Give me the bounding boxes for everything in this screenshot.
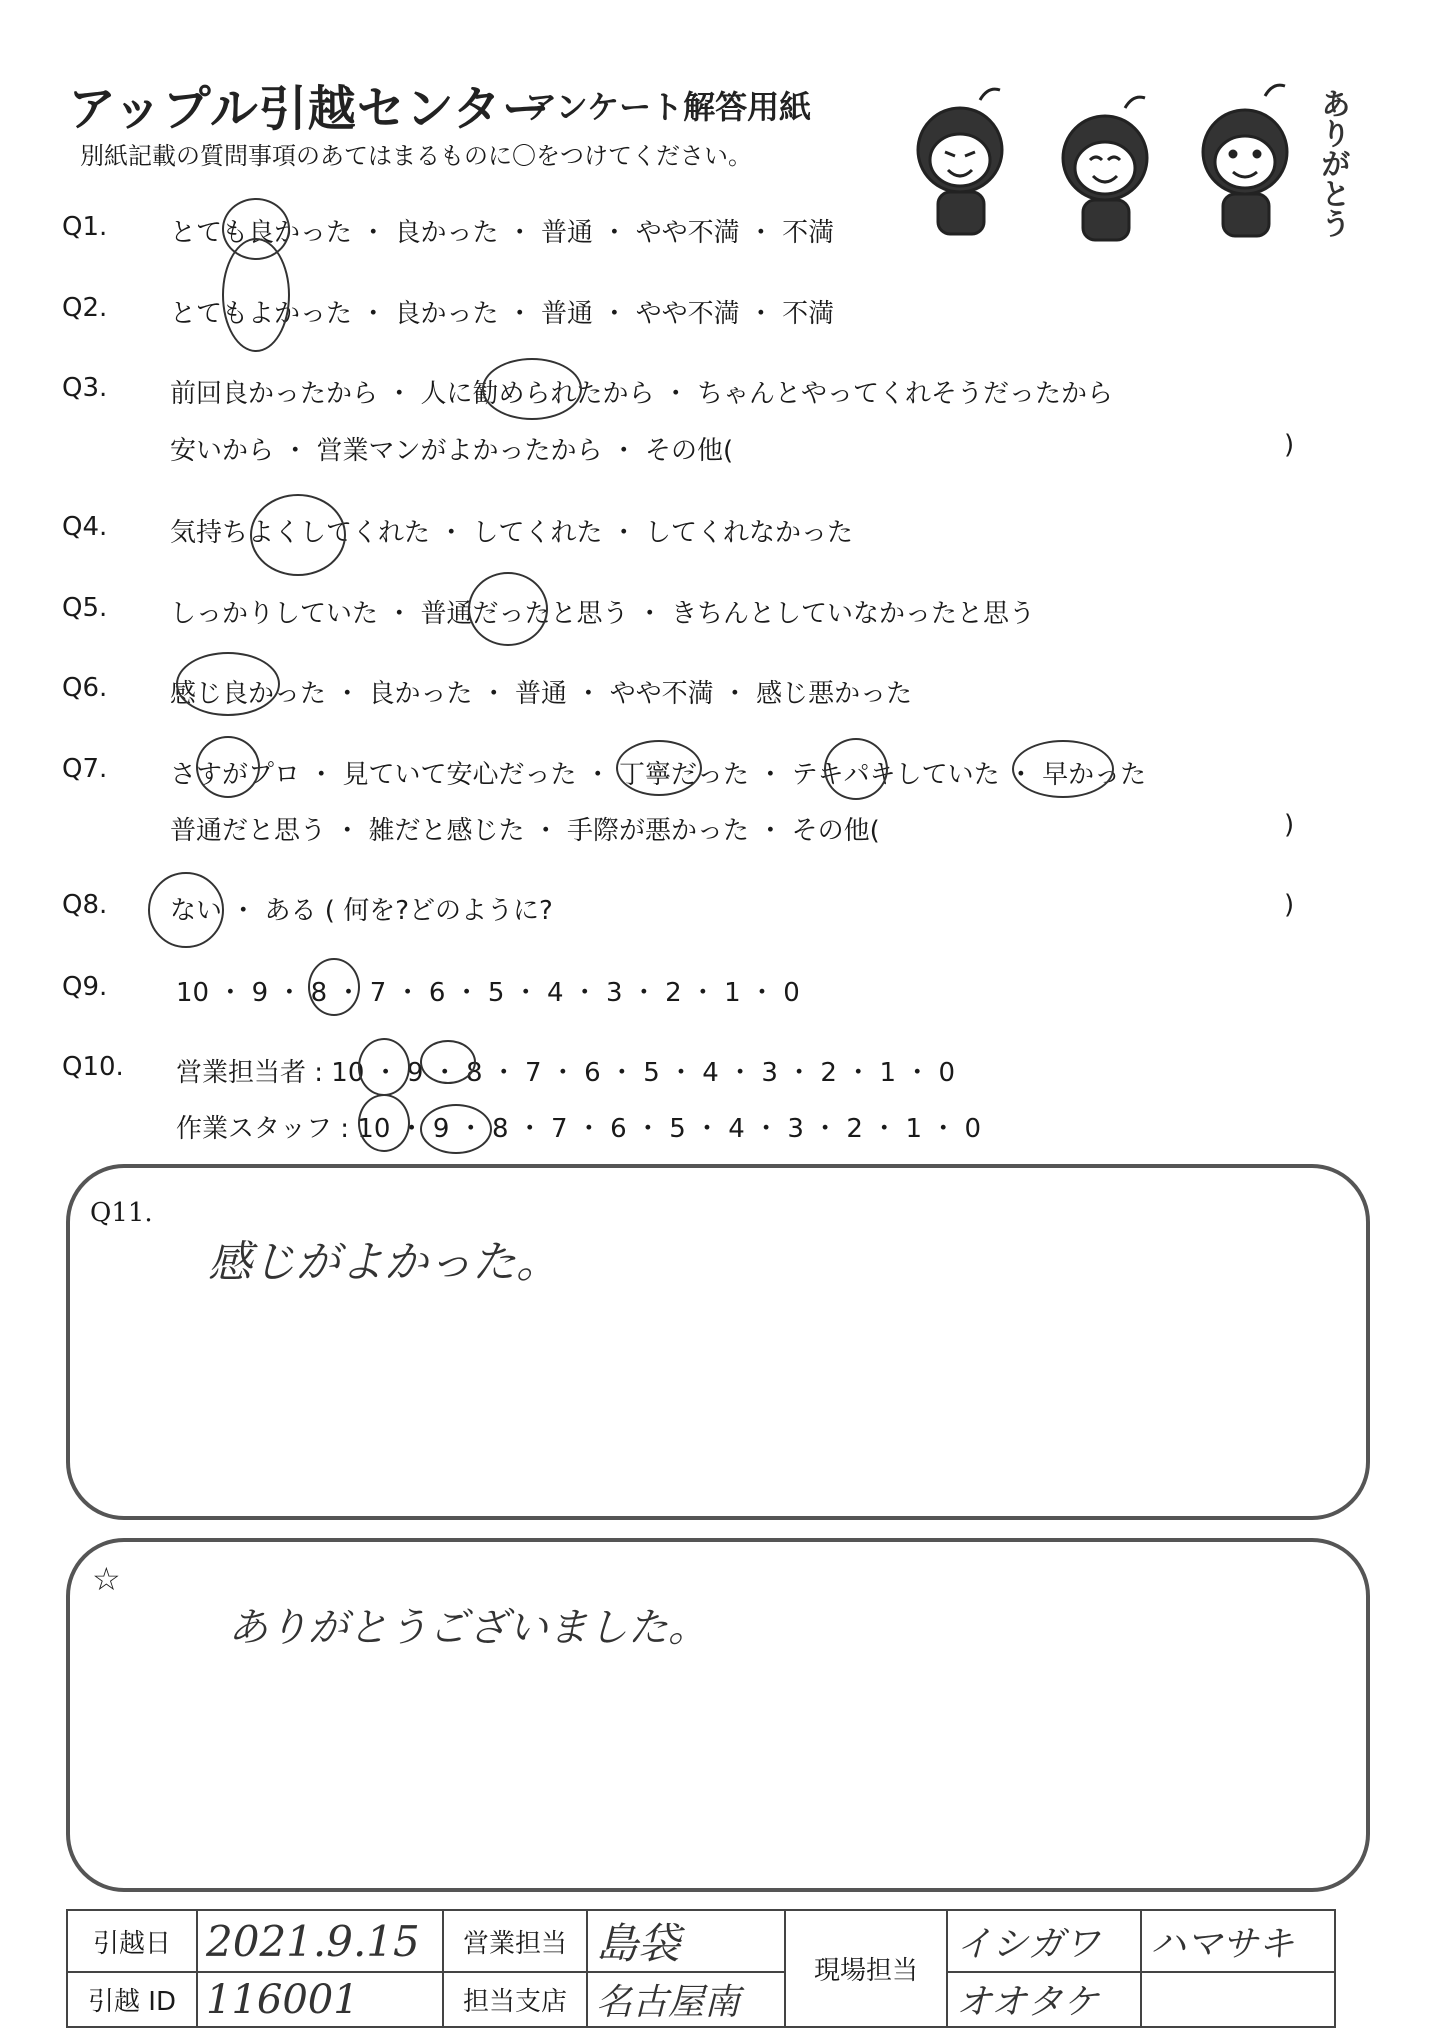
q2-options: とてもよかった ・ 良かった ・ 普通 ・ やや不満 ・ 不満 [170,299,835,329]
q10-sales-mark-1 [358,1038,410,1096]
q1-options: とても良かった ・ 良かった ・ 普通 ・ やや不満 ・ 不満 [170,218,835,248]
move-date-value: 2021.9.15 [197,1910,443,1972]
q7-answer-mark-4 [1012,740,1114,798]
site-staff-3: オオタケ [947,1972,1141,2027]
q5-label: Q5. [62,593,108,623]
q8-answer-mark [148,872,224,948]
q7-label: Q7. [62,754,108,784]
monkey-3-icon [1203,85,1287,236]
monkey-2-icon [1063,97,1147,240]
form-subtitle: アンケート解答用紙 [525,88,812,126]
q2-answer-mark [222,238,290,352]
site-staff-4 [1141,1972,1335,2027]
q10-sales-options: 営業担当者 : 10 ・ 9 ・ 8 ・ 7 ・ 6 ・ 5 ・ 4 ・ 3 ・ 2 ・ 1 ・ 0 [176,1058,956,1088]
q5-options: しっかりしていた ・ 普通だったと思う ・ きちんとしていなかったと思う [170,599,1036,629]
site-staff-1: イシガワ [947,1910,1141,1972]
q10-staff-mark-2 [420,1104,492,1154]
q10-staff-options: 作業スタッフ : 10 ・ 9 ・ 8 ・ 7 ・ 6 ・ 5 ・ 4 ・ 3 ・ 2 ・ 1 ・ 0 [176,1114,982,1144]
q10-sales-mark-2 [420,1040,476,1084]
q8-label: Q8. [62,890,108,920]
comment-box [66,1538,1370,1892]
branch-label: 担当支店 [443,1972,587,2027]
thanks-text: ありがとう [1315,88,1350,238]
branch-value: 名古屋南 [587,1972,785,2027]
q11-answer: 感じがよかった。 [208,1237,560,1288]
comment-answer: ありがとうございました。 [228,1605,708,1651]
move-id-label: 引越 ID [67,1972,197,2027]
q6-label: Q6. [62,673,108,703]
mascot-illustration [890,80,1320,250]
monkey-1-icon [918,89,1002,234]
q9-answer-mark [308,958,360,1016]
instruction-text: 別紙記載の質問事項のあてはまるものに〇をつけてください。 [80,142,752,170]
q10-staff-mark-1 [358,1094,410,1152]
q6-options: 感じ良かった ・ 良かった ・ 普通 ・ やや不満 ・ 感じ悪かった [170,679,913,709]
q4-options: 気持ちよくしてくれた ・ してくれた ・ してくれなかった [170,518,854,548]
q9-options: 10 ・ 9 ・ 8 ・ 7 ・ 6 ・ 5 ・ 4 ・ 3 ・ 2 ・ 1 ・ 0 [176,978,800,1008]
q8-options: ない ・ ある ( 何を?どのように? [170,896,553,926]
q11-box [66,1164,1370,1520]
site-label: 現場担当 [785,1910,947,2027]
q5-answer-mark [468,572,548,646]
q3-close-paren: ) [1284,430,1295,460]
q3-answer-mark [482,358,582,420]
q2-label: Q2. [62,293,108,323]
q8-close-paren: ) [1284,890,1295,920]
site-staff-2: ハマサキ [1141,1910,1335,1972]
brand-title: アップル引越センター [68,81,551,137]
q1-label: Q1. [62,212,108,242]
q3-options-line2: 安いから ・ 営業マンがよかったから ・ その他( [170,436,734,466]
sales-value: 島袋 [587,1910,785,1972]
q7-answer-mark-1 [196,736,260,798]
q6-answer-mark [176,652,280,716]
move-date-label: 引越日 [67,1910,197,1972]
q3-label: Q3. [62,373,108,403]
q7-options-line2: 普通だと思う ・ 雑だと感じた ・ 手際が悪かった ・ その他( [170,816,880,846]
q9-label: Q9. [62,972,108,1002]
sales-label: 営業担当 [443,1910,587,1972]
q4-label: Q4. [62,512,108,542]
star-icon: ☆ [92,1560,121,1598]
q7-answer-mark-3 [824,738,888,800]
move-id-value: 116001 [197,1972,443,2027]
q7-close-paren: ) [1284,810,1295,840]
q3-options-line1: 前回良かったから ・ 人に勧められたから ・ ちゃんとやってくれそうだったから [170,379,1114,409]
q10-label: Q10. [62,1052,124,1082]
q7-answer-mark-2 [616,740,702,796]
q7-options-line1: さすがプロ ・ 見ていて安心だった ・ 丁寧だった ・ テキパキしていた ・ 早かった [170,760,1147,790]
q11-label: Q11. [90,1198,153,1228]
footer-table [66,1909,1336,2028]
q4-answer-mark [250,494,346,576]
